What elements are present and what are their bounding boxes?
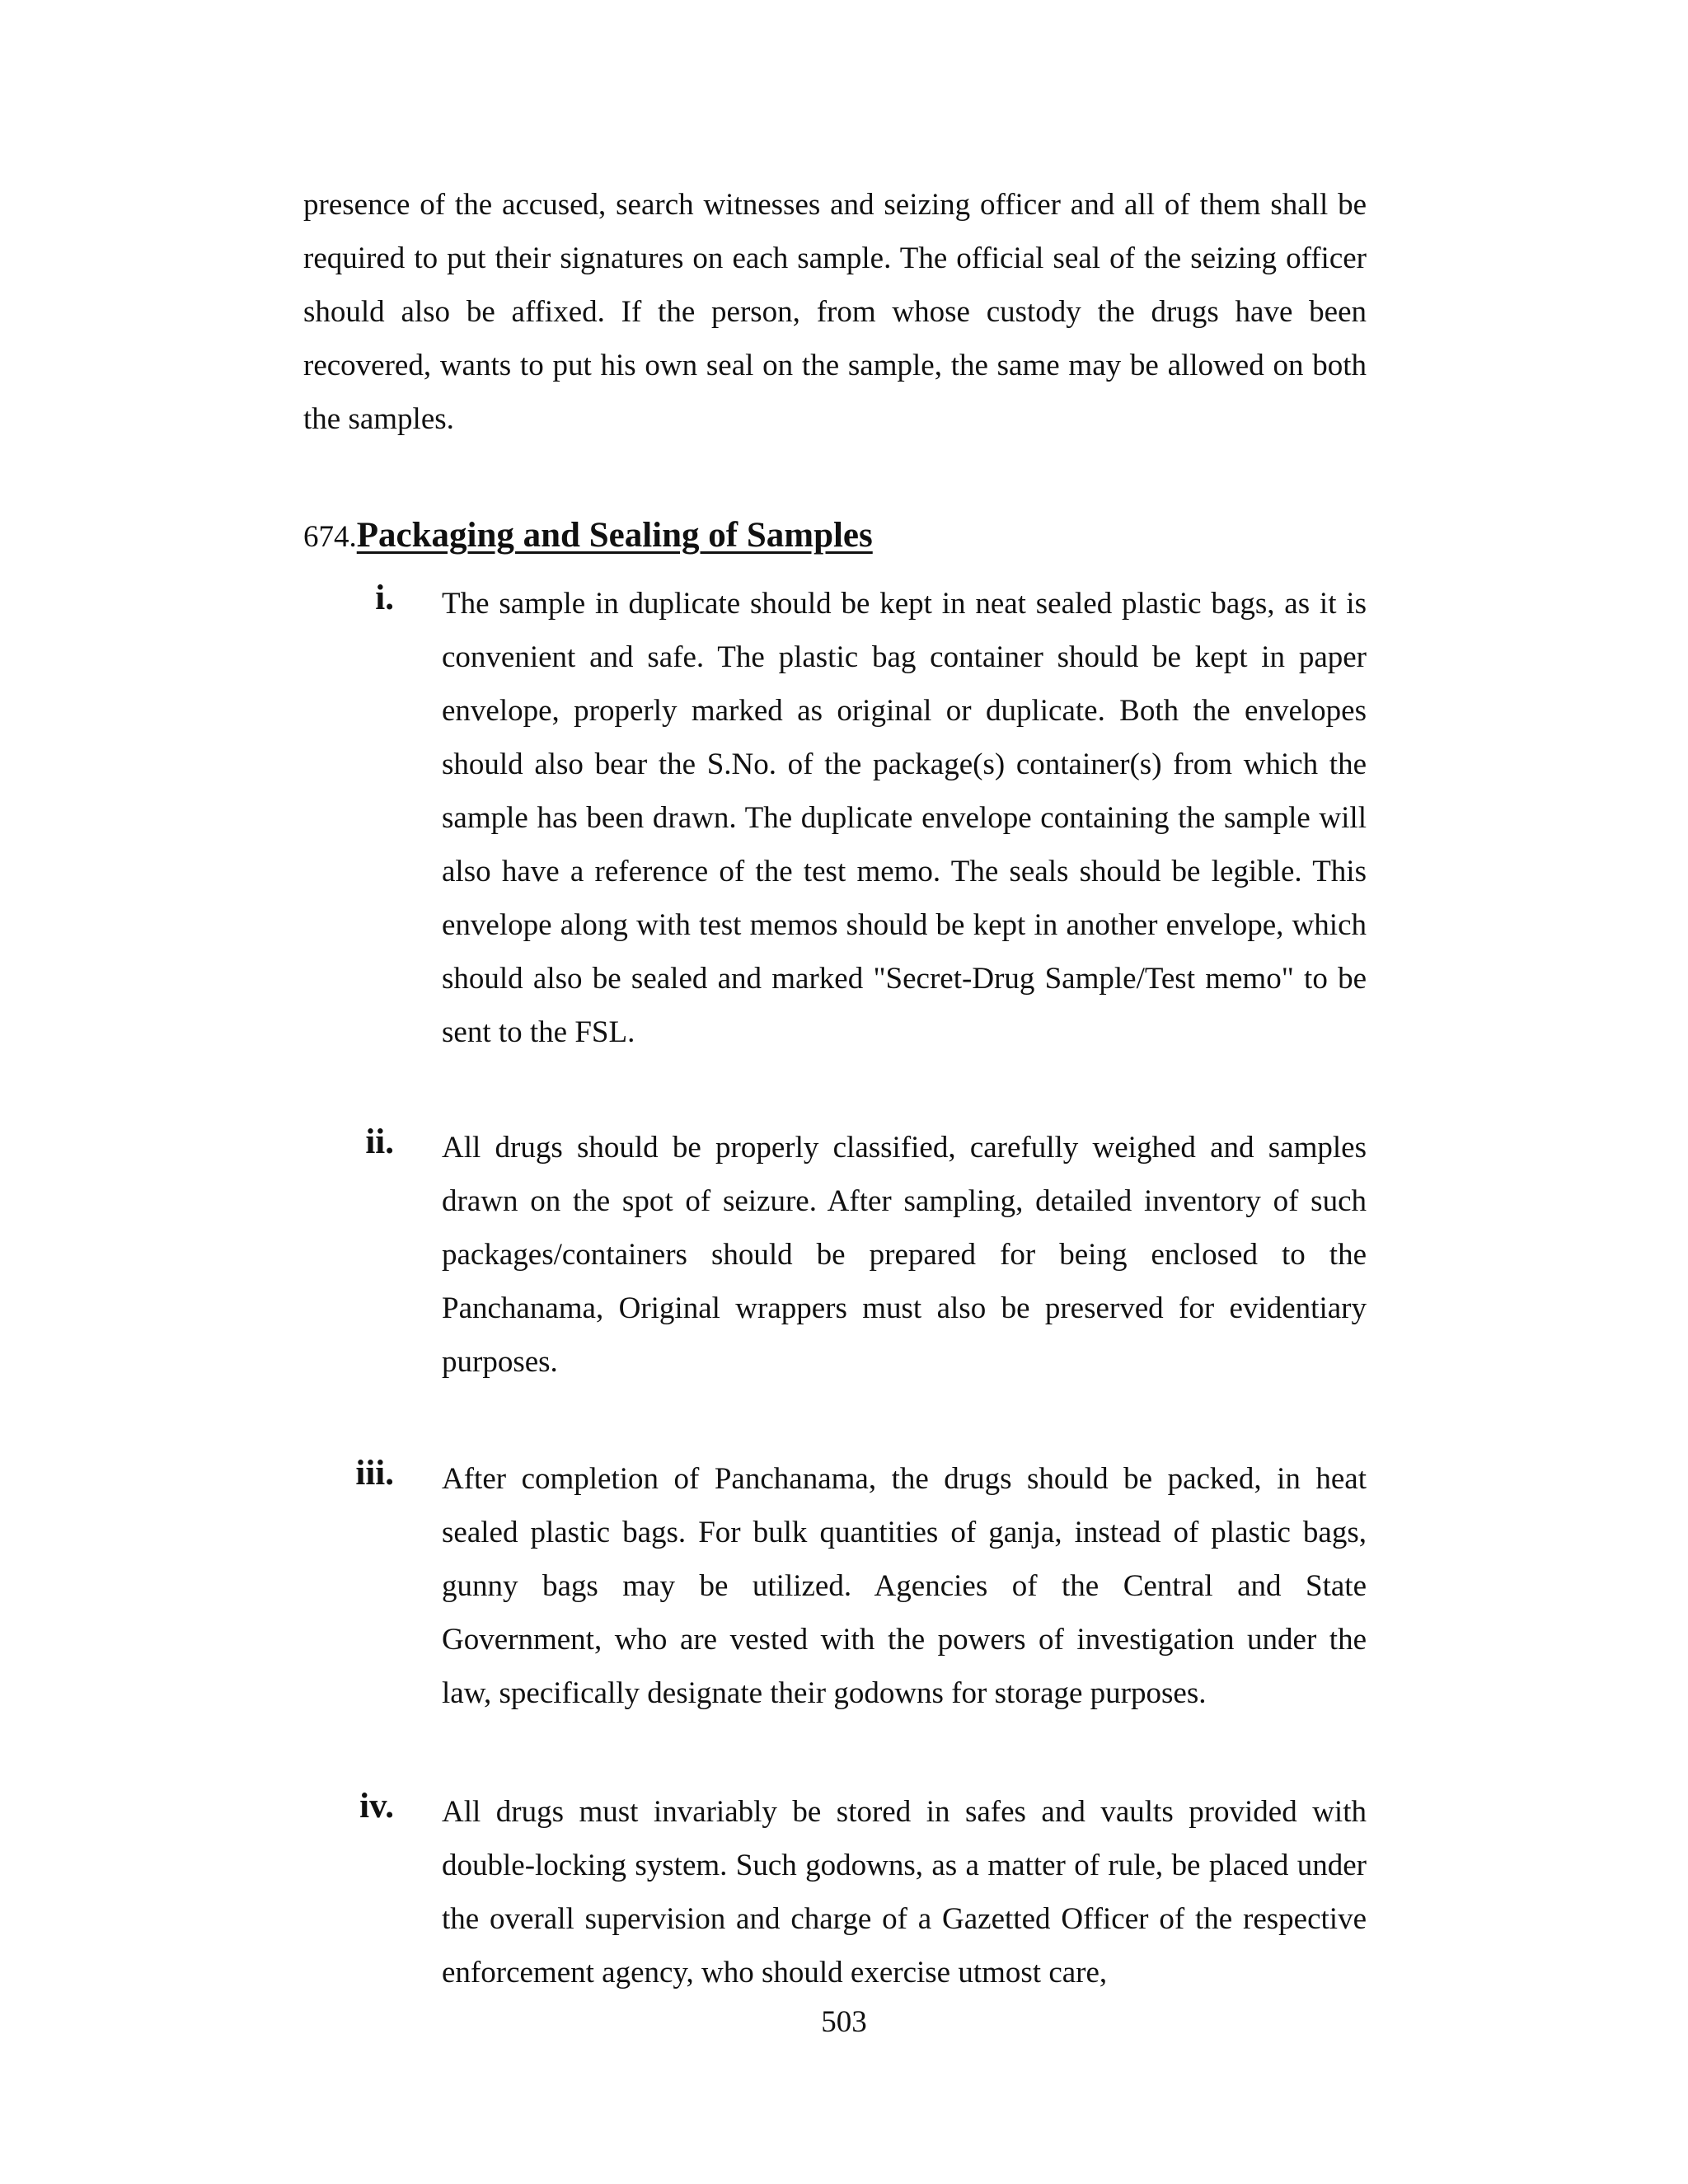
section-heading bbox=[303, 511, 873, 562]
list-item-text: All drugs should be properly classified, carefully weighed and samples drawn on the spot of seizure. After sampling, detailed inventory of such packages/containers should be prepared for being enclosed to the Panchanama, Original wrappers must also be preserved for evidentiary purposes. bbox=[442, 1131, 1367, 1379]
section-number: 674. bbox=[303, 520, 357, 554]
list-marker: iii. bbox=[355, 1454, 394, 1493]
list-marker: ii. bbox=[365, 1122, 394, 1161]
list-item-text: The sample in duplicate should be kept in neat sealed plastic bags, as it is convenient and safe. The plastic bag container should be kept in paper envelope, properly marked as original or duplicate. Both the envelopes should also bear the S.No. of the package(s) container(s) from which the sample has been drawn. The duplicate envelope containing the sample will also have a reference of the test memo. The seals should be legible. This envelope along with test memos should be kept in another envelope, which should also be sealed and marked "Secret-Drug Sample/Test memo" to be sent to the FSL. bbox=[442, 587, 1367, 1049]
list-marker: i. bbox=[375, 579, 394, 617]
list-item-text: All drugs must invariably be stored in safes and vaults provided with double-locking system. Such godowns, as a matter of rule, be placed under the overall supervision and charge of a Gazetted Officer of the respective enforcement agency, who should exercise utmost care, bbox=[442, 1795, 1367, 1990]
intro-paragraph: presence of the accused, search witnesses and seizing officer and all of them shall be required to put their signatures on each sample. The official seal of the seizing officer should also be affixed. If the person, from whose custody the drugs have been recovered, wants to put his own seal on the sample, the same may be allowed on both the samples. bbox=[303, 188, 1367, 436]
list-marker: iv. bbox=[359, 1787, 394, 1825]
list-item-text: After completion of Panchanama, the drugs should be packed, in heat sealed plastic bags. For bulk quantities of ganja, instead of plastic bags, gunny bags may be utilized. Agencies of the Central and State Government, who are vested with the powers of investigation under the law, specifically designate their godowns for storage purposes. bbox=[442, 1462, 1367, 1710]
page-number: 503 bbox=[821, 2005, 867, 2039]
section-title: Packaging and Sealing of Samples bbox=[356, 516, 873, 555]
